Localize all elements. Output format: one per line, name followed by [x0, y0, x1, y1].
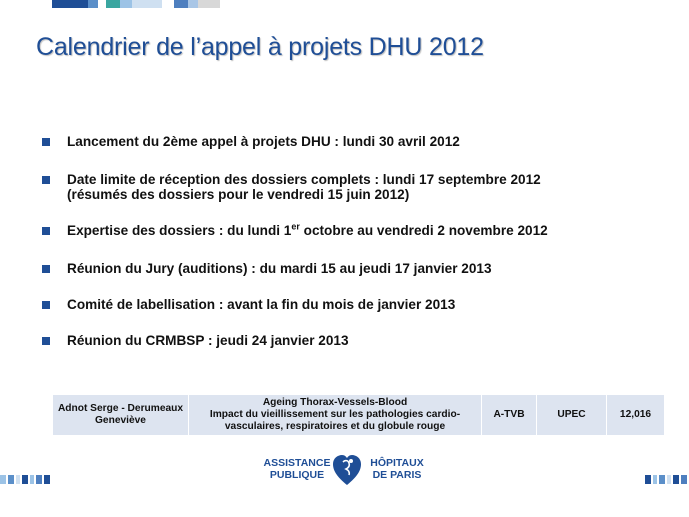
bullet-text: Réunion du Jury (auditions) : du mardi 15 au jeudi 17 janvier 2013 — [67, 261, 492, 276]
logo-right-text — [362, 457, 432, 481]
slide-title: Calendrier de l’appel à projets DHU 2012 — [36, 33, 484, 61]
bullet-line: (résumés des dossiers pour le vendredi 15 juin 2012) — [67, 187, 410, 202]
project-table — [52, 394, 665, 436]
bottom-left-decoration — [0, 475, 50, 484]
bullet-item — [42, 297, 455, 312]
bullet-text — [67, 172, 541, 202]
bullet-item — [42, 172, 541, 202]
table-row — [53, 395, 665, 436]
logo-text-line: DE PARIS — [372, 469, 422, 481]
ap-hp-heart-icon — [332, 452, 362, 488]
project-description: Impact du vieillissement sur les pathologies cardio-vasculaires, respiratoires et du globule rouge — [209, 409, 461, 432]
logo-left-text — [262, 457, 332, 481]
logo-text-line: ASSISTANCE — [263, 457, 331, 469]
bullet-square-icon — [42, 337, 50, 345]
top-decorative-bar — [52, 0, 220, 8]
bullet-item — [42, 261, 492, 276]
cell-project — [189, 395, 482, 436]
bullet-text-after: octobre au vendredi 2 novembre 2012 — [299, 223, 548, 238]
bullet-text — [67, 223, 548, 238]
bullet-text: Lancement du 2ème appel à projets DHU : lundi 30 avril 2012 — [67, 134, 460, 149]
bullet-square-icon — [42, 227, 50, 235]
bullet-square-icon — [42, 176, 50, 184]
cell-name: Adnot Serge - Derumeaux Geneviève — [53, 395, 189, 436]
bullet-line: Date limite de réception des dossiers complets : lundi 17 septembre 2012 — [67, 172, 541, 187]
cell-amount: 12,016 — [607, 395, 665, 436]
bullet-item — [42, 134, 460, 149]
bullet-square-icon — [42, 138, 50, 146]
bullet-item — [42, 333, 349, 348]
bullet-text: Réunion du CRMBSP : jeudi 24 janvier 2013 — [67, 333, 349, 348]
bullet-square-icon — [42, 301, 50, 309]
bullet-text: Comité de labellisation : avant la fin du mois de janvier 2013 — [67, 297, 456, 312]
bullet-text-before: Expertise des dossiers : du lundi 1 — [67, 223, 292, 238]
bullet-square-icon — [42, 265, 50, 273]
cell-acronym: A-TVB — [482, 395, 537, 436]
ap-hp-logo — [262, 452, 432, 492]
bottom-right-decoration — [645, 475, 687, 484]
logo-text-line: HÔPITAUX — [370, 457, 424, 469]
cell-university: UPEC — [537, 395, 607, 436]
bullet-text-sup: er — [291, 221, 300, 232]
bullet-item — [42, 223, 548, 238]
logo-text-line: PUBLIQUE — [269, 469, 325, 481]
project-title: Ageing Thorax-Vessels-Blood — [262, 397, 408, 408]
